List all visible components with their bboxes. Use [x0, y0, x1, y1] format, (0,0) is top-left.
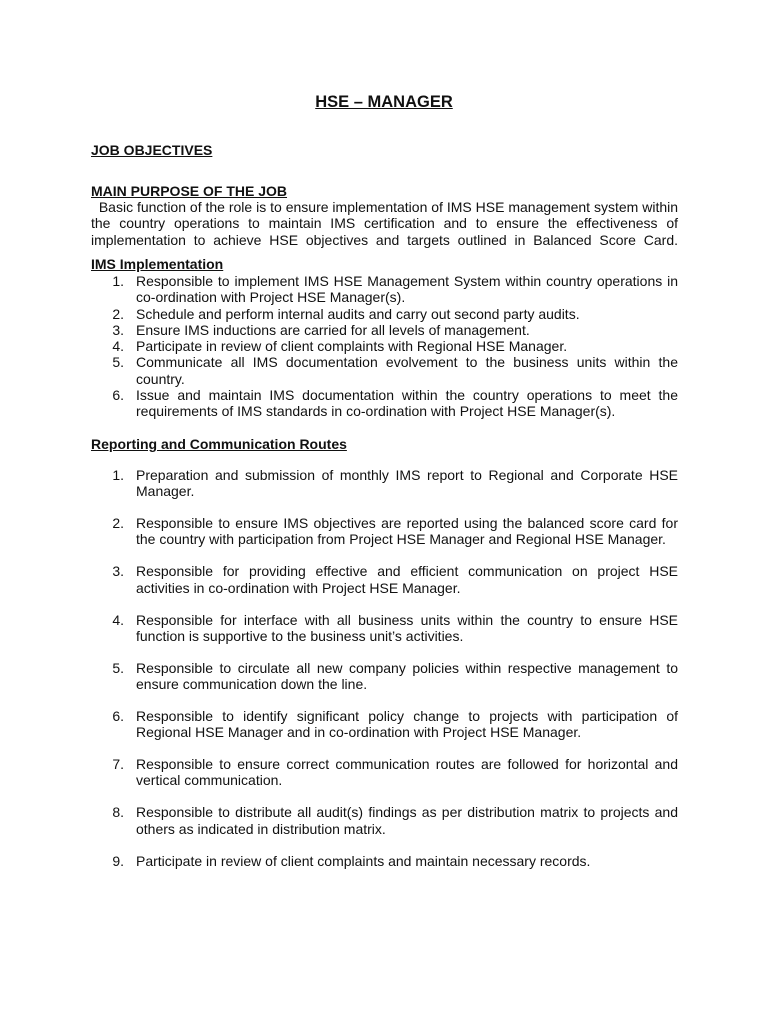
item-number: 4.	[112, 338, 124, 355]
item-number: 5.	[112, 354, 124, 371]
item-number: 1.	[112, 467, 124, 483]
item-text: Responsible to implement IMS HSE Management System within country operations in co-ordination with Project HSE Manager(s).	[136, 273, 678, 306]
item-text: Issue and maintain IMS documentation within the country operations to meet the requirements of IMS standards in co-ordination with Project HSE Manager(s).	[136, 387, 678, 420]
item-text: Participate in review of client complaints and maintain necessary records.	[136, 852, 591, 869]
item-number: 1.	[112, 273, 124, 289]
ims-implementation-heading: IMS Implementation	[91, 256, 224, 272]
list-item	[91, 660, 678, 693]
item-number: 7.	[112, 756, 124, 773]
list-item	[91, 354, 678, 387]
list-item	[91, 338, 678, 354]
item-number: 2.	[112, 515, 124, 532]
item-text: Responsible to ensure correct communication routes are followed for horizontal and vertical communication.	[136, 756, 678, 789]
item-number: 6.	[112, 707, 124, 724]
item-text: Schedule and perform internal audits and carry out second party audits.	[136, 305, 580, 322]
document-title: HSE – MANAGER	[315, 93, 453, 111]
item-text: Ensure IMS inductions are carried for all levels of management.	[136, 321, 530, 338]
item-text: Responsible for providing effective and efficient communication on project HSE activities in co-ordination with Project HSE Manager.	[136, 563, 678, 596]
list-item	[91, 273, 678, 306]
item-text: Responsible to ensure IMS objectives are reported using the balanced score card for the country with participation from Project HSE Manager and Regional HSE Manager.	[136, 515, 678, 548]
item-text: Responsible for interface with all business units within the country to ensure HSE function is supportive to the business unit’s activities.	[136, 611, 678, 644]
item-number: 8.	[112, 804, 124, 821]
item-text: Responsible to circulate all new company policies within respective management to ensure communication down the line.	[136, 659, 678, 693]
main-purpose-body: Basic function of the role is to ensure implementation of IMS HSE management system within the country operations to maintain IMS certification and to ensure the effectiveness of implementation to achieve HSE objectives and targets outlined in Balanced Score Card.	[91, 199, 679, 248]
job-objectives-heading: JOB OBJECTIVES	[91, 142, 213, 158]
item-number: 6.	[112, 387, 124, 404]
list-item	[91, 756, 678, 789]
main-purpose-heading: MAIN PURPOSE OF THE JOB	[91, 183, 288, 199]
list-item	[91, 708, 678, 741]
list-item	[91, 853, 678, 869]
list-item	[91, 515, 678, 548]
item-text: Participate in review of client complaints with Regional HSE Manager.	[136, 338, 568, 355]
item-number: 5.	[112, 659, 124, 676]
ims-implementation-list	[91, 273, 678, 420]
item-text: Preparation and submission of monthly IMS report to Regional and Corporate HSE Manager.	[136, 467, 678, 500]
item-number: 3.	[112, 563, 124, 580]
list-item	[91, 804, 678, 837]
list-item	[91, 387, 678, 420]
reporting-list	[91, 467, 678, 884]
item-number: 4.	[112, 611, 124, 628]
item-number: 3.	[112, 321, 124, 338]
item-text: Responsible to identify significant policy change to projects with participation of Regional HSE Manager and in co-ordination with Project HSE Manager.	[136, 707, 678, 741]
main-purpose-text	[91, 199, 678, 264]
list-item	[91, 563, 678, 596]
list-item	[91, 467, 678, 500]
list-item	[91, 322, 678, 338]
item-number: 2.	[112, 305, 124, 322]
item-number: 9.	[112, 852, 124, 869]
list-item	[91, 306, 678, 322]
reporting-heading: Reporting and Communication Routes	[91, 436, 347, 452]
item-text: Communicate all IMS documentation evolvement to the business units within the country.	[136, 354, 678, 387]
list-item	[91, 612, 678, 645]
item-text: Responsible to distribute all audit(s) findings as per distribution matrix to projects and others as indicated in distribution matrix.	[136, 804, 678, 837]
